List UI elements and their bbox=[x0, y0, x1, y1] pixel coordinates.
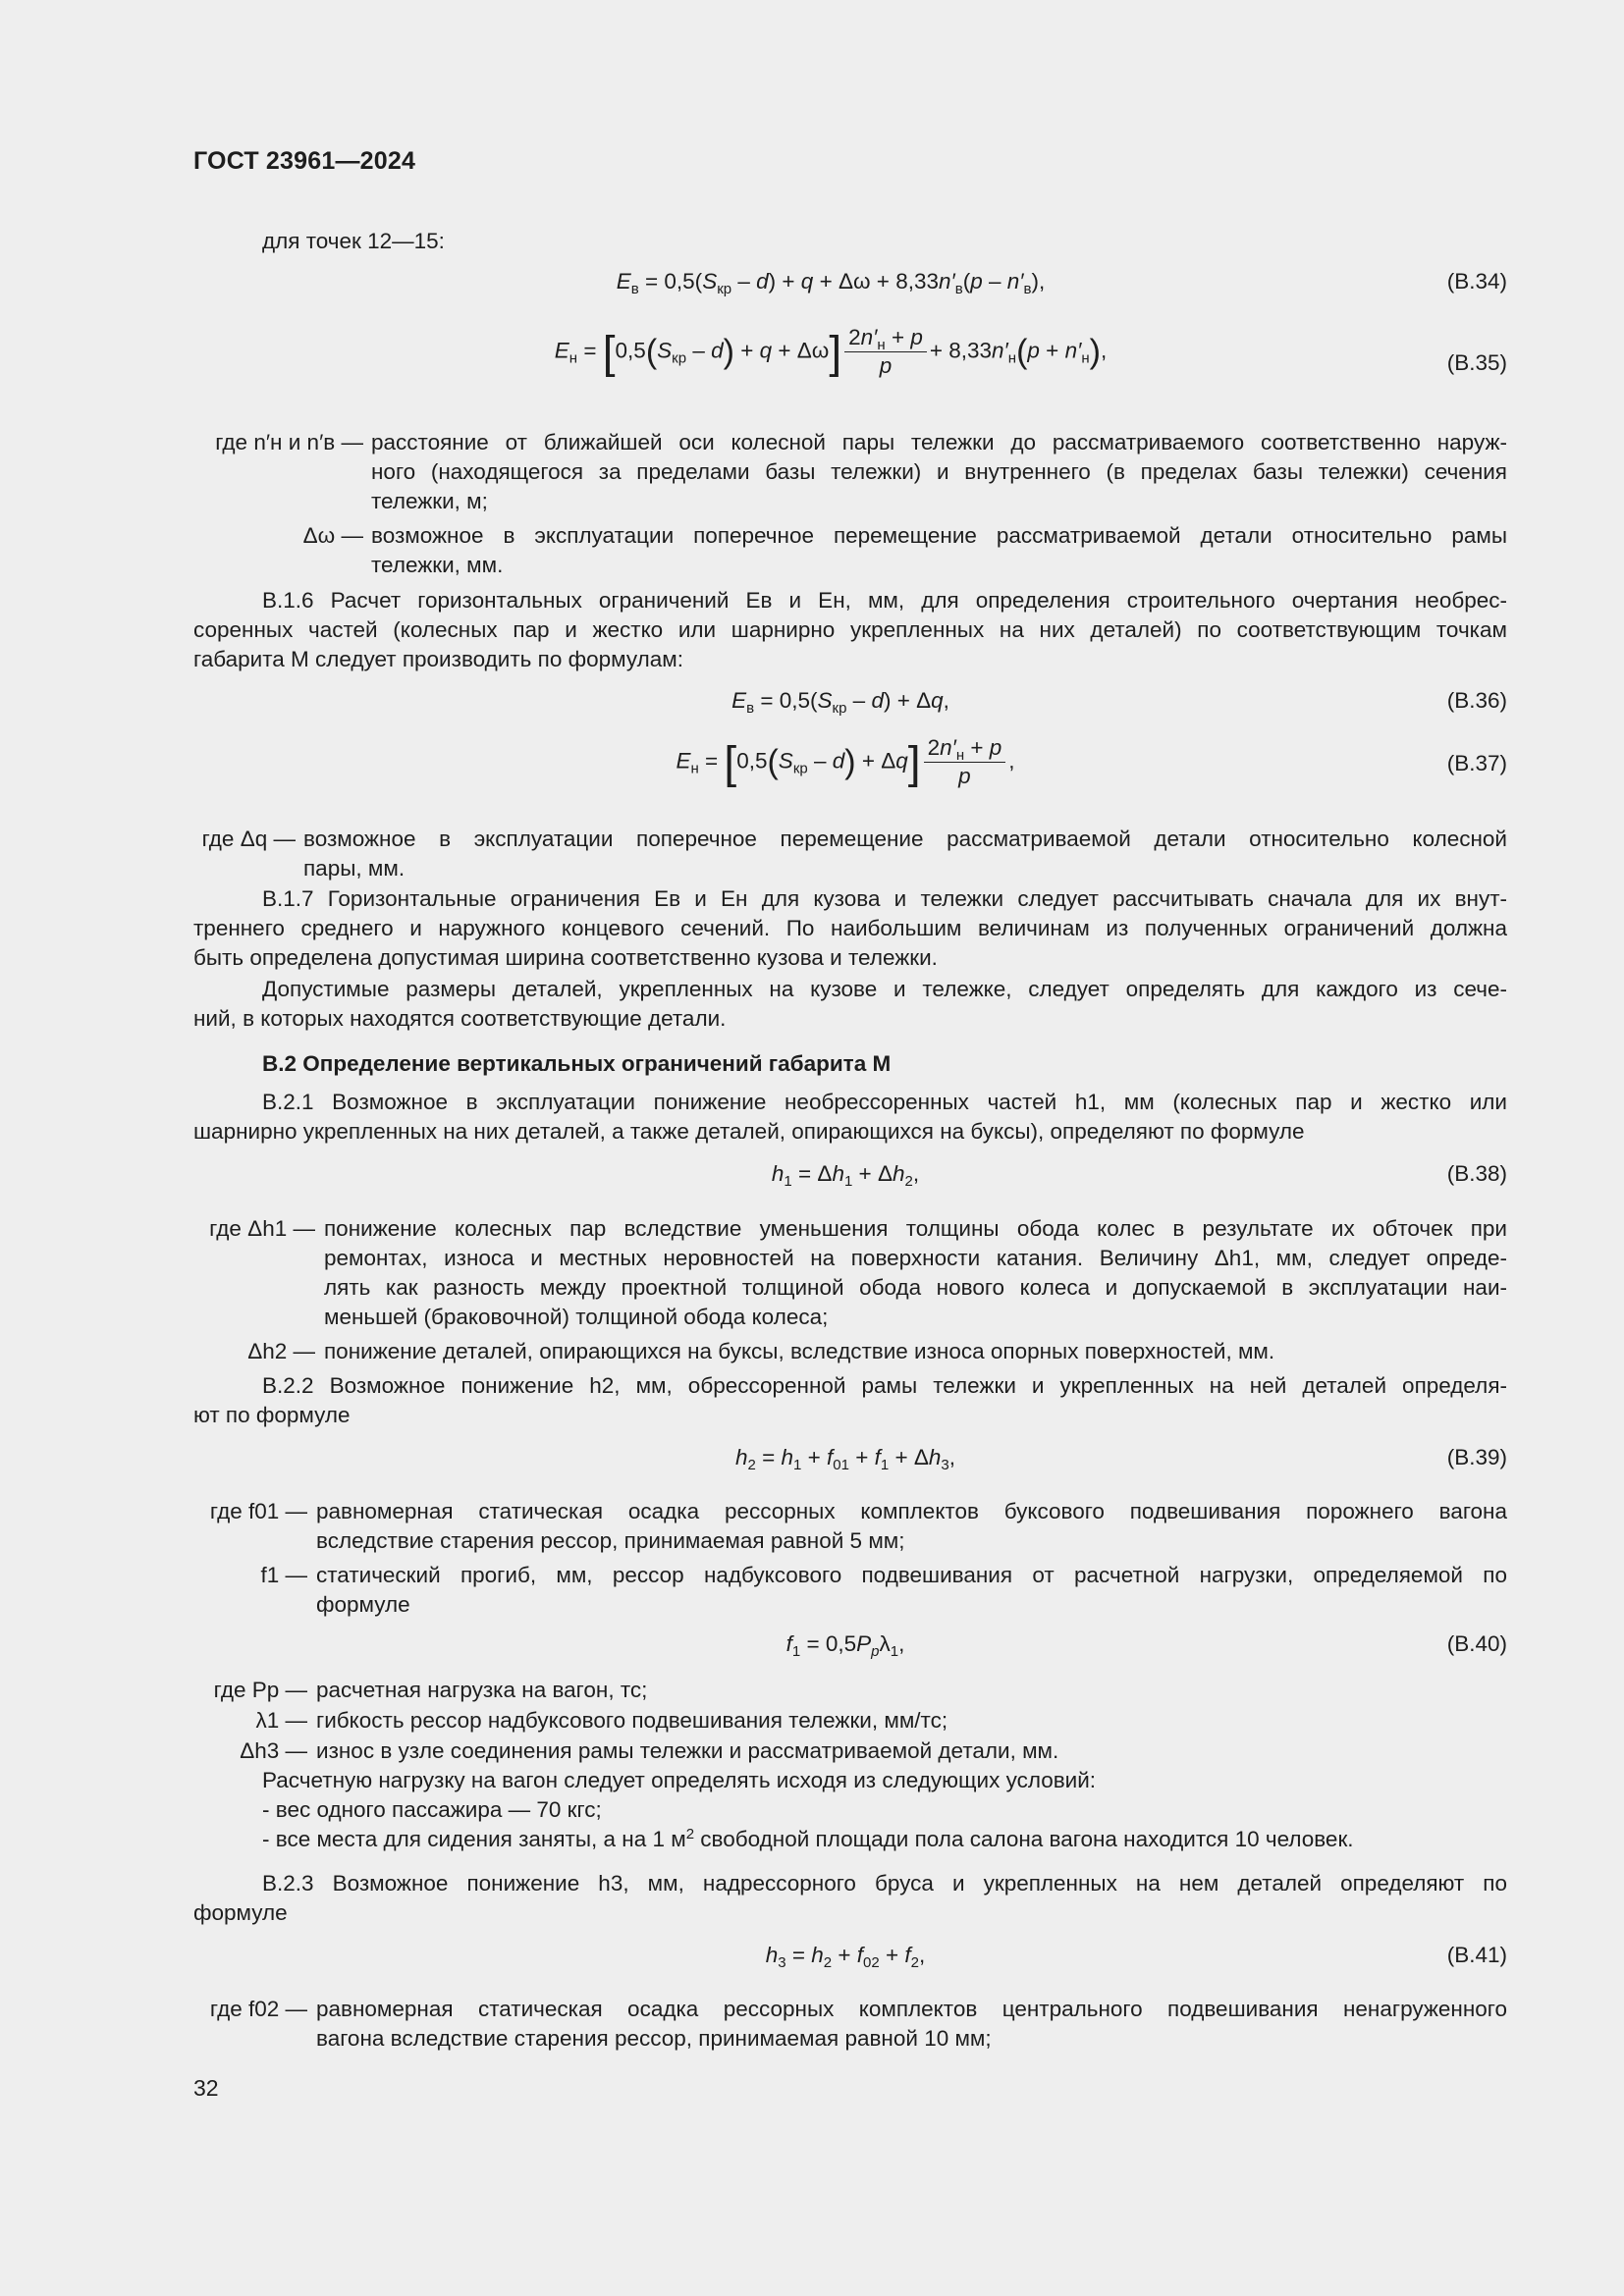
formula-b41: $h_3 = h_2 + f_{02} + f_2$, (В.41) bbox=[765, 1943, 1507, 1971]
definition-f1: f1 — статический прогиб, мм, рессор надбуксового подвешивания от расчетной нагрузки, определяемой по формуле bbox=[193, 1561, 1507, 1620]
definition-label: Δω — bbox=[302, 523, 363, 548]
formula-b34: $E_в = 0,5(S_{кр} - d) + q + \Delta\omega + 8,33n'_в(p - n'_в)$, (В.34) bbox=[616, 269, 1507, 297]
definition-f01: где f01 — равномерная статическая осадка рессорных комплектов буксового подвешивания порожнего вагона вследствие старения рессор, принимаемая равной 5 мм; bbox=[193, 1497, 1507, 1556]
paragraph-b17: В.1.7 Горизонтальные ограничения Ев и Ен для кузова и тележки следует рассчитывать сначала для их внут- треннего среднего и наружного концевого сечений. По наибольшим величинам из полученных ограничений должна быть определена допустимая ширина соответственно кузова и тележки. bbox=[193, 886, 1507, 970]
definition-label: где f02 — bbox=[209, 1997, 307, 2021]
definition-n-prime: где n′н и n′в — расстояние от ближайшей оси колесной пары тележки до рассматриваемого соответственно наруж- ного (находящегося за пределами базы тележки) и внутреннего (в пределах базы тележки) сечения тележки, м; bbox=[193, 428, 1507, 516]
document-header: ГОСТ 23961—2024 bbox=[193, 147, 416, 175]
formula-b38: $h_1 = \Delta h_1 + \Delta h_2$, (В.38) bbox=[771, 1161, 1507, 1190]
formula-number: (В.35) bbox=[1446, 350, 1507, 375]
definition-label: λ1 — bbox=[255, 1708, 307, 1733]
definition-label: где f01 — bbox=[209, 1499, 307, 1523]
definition-pp: где Pp — расчетная нагрузка на вагон, тс; bbox=[193, 1676, 1507, 1705]
formula-b37: $E_н = [0,5(S_{кр} - d) + \Delta q]$ $\frac{2n'_н + p}{p}$ , (В.37) bbox=[676, 735, 1507, 788]
load-condition-area: - все места для сидения заняты, а на 1 $м^2$ свободной площади пола салона вагона находится 10 человек. bbox=[262, 1826, 1354, 1851]
formula-number: (В.36) bbox=[1446, 688, 1507, 713]
formula-number: (В.40) bbox=[1446, 1631, 1507, 1656]
definition-label: где Δh1 — bbox=[209, 1216, 315, 1241]
definition-label: f1 — bbox=[260, 1563, 307, 1587]
formula-number: (В.34) bbox=[1446, 269, 1507, 294]
definition-label: где Δq — bbox=[201, 827, 296, 851]
definition-f02: где f02 — равномерная статическая осадка рессорных комплектов центрального подвешивания ненагруженного вагона вследствие старения рессор, принимаемая равной 10 мм; bbox=[193, 1995, 1507, 2054]
paragraph-b21: В.2.1 Возможное в эксплуатации понижение необрессоренных частей h1, мм (колесных пар и жестко или шарнирно укрепленных на них деталей, а также деталей, опирающихся на буксы), определяют по формуле bbox=[193, 1090, 1507, 1144]
definition-lambda1: λ1 — гибкость рессор надбуксового подвешивания тележки, мм/тс; bbox=[193, 1706, 1507, 1735]
definition-delta-q: где Δq — возможное в эксплуатации поперечное перемещение рассматриваемой детали относительно колесной пары, мм. bbox=[193, 825, 1507, 883]
formula-b36: $E_в = 0,5(S_{кр} - d) + \Delta q$, (В.36) bbox=[731, 688, 1507, 717]
paragraph-load: Расчетную нагрузку на вагон следует определять исходя из следующих условий: - вес одного пассажира — 70 кгс; - все места для сидения заняты, а на 1 $м^2$ свободной площади пола салона вагона находится 10 человек. bbox=[262, 1766, 1507, 1854]
formula-number: (В.37) bbox=[1446, 751, 1507, 775]
definition-delta-h3: Δh3 — износ в узле соединения рамы тележки и рассматриваемой детали, мм. bbox=[193, 1736, 1507, 1766]
definition-delta-omega: Δω — возможное в эксплуатации поперечное перемещение рассматриваемой детали относительно рамы тележки, мм. bbox=[193, 521, 1507, 580]
formula-number: (В.38) bbox=[1446, 1161, 1507, 1186]
definition-delta-h2: Δh2 — понижение деталей, опирающихся на буксы, вследствие износа опорных поверхностей, мм. bbox=[193, 1337, 1507, 1366]
paragraph-sizes: Допустимые размеры деталей, укрепленных на кузове и тележке, следует определять для каждого из сече- ний, в которых находятся соответствующие детали. bbox=[193, 977, 1507, 1031]
definition-label: Δh2 — bbox=[247, 1339, 315, 1363]
section-heading-b2: В.2 Определение вертикальных ограничений габарита М bbox=[262, 1051, 892, 1076]
formula-number: (В.39) bbox=[1446, 1445, 1507, 1469]
paragraph-b16: В.1.6 Расчет горизонтальных ограничений Ев и Ен, мм, для определения строительного очертания необрес- соренных частей (колесных пар и жестко или шарнирно укрепленных на них деталей) по соответствующим точкам габарита М следует производить по формулам: bbox=[193, 588, 1507, 671]
definition-label: Δh3 — bbox=[240, 1738, 307, 1763]
formula-b35: $E_н = [0,5(S_{кр} - d) + q + \Delta\omega]$ $\frac{2n'_н + p}{p}$ + $8,33n'_н(p + n'_н)$, (В.35) bbox=[554, 325, 1507, 378]
definition-label: где n′н и n′в — bbox=[215, 430, 363, 454]
formula-b40: $f_1 = 0,5P_p\lambda_1$, (В.40) bbox=[785, 1631, 1507, 1660]
formula-number: (В.41) bbox=[1446, 1943, 1507, 1967]
paragraph-b23: В.2.3 Возможное понижение h3, мм, надрессорного бруса и укрепленных на нем деталей определяют по формуле bbox=[193, 1871, 1507, 1925]
definition-label: где Pp — bbox=[213, 1678, 307, 1702]
paragraph-b22: В.2.2 Возможное понижение h2, мм, обрессоренной рамы тележки и укрепленных на ней деталей определя- ют по формуле bbox=[193, 1373, 1507, 1427]
page-number: 32 bbox=[193, 2075, 219, 2101]
intro-text: для точек 12—15: bbox=[262, 229, 445, 253]
formula-b39: $h_2 = h_1 + f_{01} + f_1 + \Delta h_3$, (В.39) bbox=[734, 1445, 1507, 1473]
definition-delta-h1: где Δh1 — понижение колесных пар вследствие уменьшения толщины обода колес в результате их обточек при ремонтах, износа и местных неровностей на поверхности катания. Величину Δh1, мм, следует опреде- лять как разность между проектной толщиной обода нового колеса и допускаемой в эксплуатации наи- меньшей (браковочной) толщиной обода колеса; bbox=[193, 1214, 1507, 1332]
